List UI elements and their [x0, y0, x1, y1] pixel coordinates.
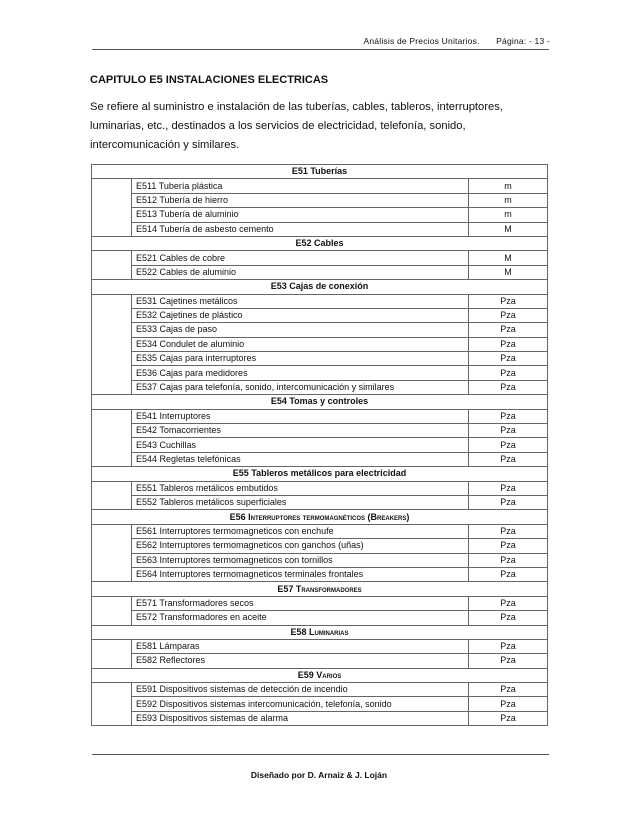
item-description: E512 Tubería de hierro	[132, 193, 469, 207]
indent-cell	[92, 352, 132, 366]
item-unit: Pza	[469, 337, 548, 351]
table-row	[92, 481, 548, 495]
intro-line: luminarias, etc., destinados a los servicios de electricidad, telefonía, sonido,	[90, 120, 466, 132]
item-description: E521 Cables de cobre	[132, 251, 469, 265]
item-description: E541 Interruptores	[132, 409, 469, 423]
item-unit: Pza	[469, 452, 548, 466]
section-title: E52 Cables	[92, 236, 548, 250]
indent-cell	[92, 683, 132, 697]
section-header-row	[92, 582, 548, 596]
item-description: E571 Transformadores secos	[132, 596, 469, 610]
table-row	[92, 654, 548, 668]
indent-cell	[92, 323, 132, 337]
item-unit: Pza	[469, 366, 548, 380]
indent-cell	[92, 409, 132, 423]
indent-cell	[92, 567, 132, 581]
section-title: E59 Varios	[92, 668, 548, 682]
item-unit: Pza	[469, 596, 548, 610]
table-row	[92, 539, 548, 553]
item-unit: M	[469, 222, 548, 236]
item-description: E593 Dispositivos sistemas de alarma	[132, 711, 469, 725]
section-header-row	[92, 625, 548, 639]
table-row	[92, 524, 548, 538]
item-description: E513 Tubería de aluminio	[132, 208, 469, 222]
item-description: E531 Cajetines metálicos	[132, 294, 469, 308]
item-unit: Pza	[469, 409, 548, 423]
item-description: E581 Lámparas	[132, 639, 469, 653]
item-unit: Pza	[469, 567, 548, 581]
item-description: E543 Cuchillas	[132, 438, 469, 452]
item-unit: m	[469, 208, 548, 222]
indent-cell	[92, 596, 132, 610]
table-row	[92, 323, 548, 337]
item-unit: Pza	[469, 697, 548, 711]
indent-cell	[92, 337, 132, 351]
item-unit: Pza	[469, 539, 548, 553]
item-unit: Pza	[469, 524, 548, 538]
item-description: E522 Cables de aluminio	[132, 265, 469, 279]
table-row	[92, 208, 548, 222]
table-row	[92, 337, 548, 351]
indent-cell	[92, 366, 132, 380]
table-row	[92, 352, 548, 366]
indent-cell	[92, 639, 132, 653]
item-description: E563 Interruptores termomagneticos con tornillos	[132, 553, 469, 567]
item-description: E561 Interruptores termomagneticos con enchufe	[132, 524, 469, 538]
table-row	[92, 596, 548, 610]
item-unit: Pza	[469, 683, 548, 697]
table-row	[92, 308, 548, 322]
indent-cell	[92, 294, 132, 308]
item-description: E514 Tubería de asbesto cemento	[132, 222, 469, 236]
indent-cell	[92, 424, 132, 438]
table-row	[92, 452, 548, 466]
item-unit: Pza	[469, 352, 548, 366]
section-title: E53 Cajas de conexión	[92, 280, 548, 294]
section-header-row	[92, 510, 548, 524]
indent-cell	[92, 495, 132, 509]
indent-cell	[92, 611, 132, 625]
table-row	[92, 567, 548, 581]
item-unit: Pza	[469, 481, 548, 495]
indent-cell	[92, 654, 132, 668]
table-row	[92, 611, 548, 625]
table-row	[92, 553, 548, 567]
table-row	[92, 251, 548, 265]
section-header-row	[92, 395, 548, 409]
item-description: E544 Regletas telefónicas	[132, 452, 469, 466]
item-unit: Pza	[469, 495, 548, 509]
item-unit: Pza	[469, 380, 548, 394]
indent-cell	[92, 524, 132, 538]
intro-line: intercomunicación y similares.	[90, 139, 240, 151]
section-title: E55 Tableros metálicos para electricidad	[92, 467, 548, 481]
items-table	[91, 164, 548, 726]
section-header-row	[92, 668, 548, 682]
indent-cell	[92, 553, 132, 567]
page-header	[350, 36, 550, 46]
table-row	[92, 380, 548, 394]
item-unit: Pza	[469, 611, 548, 625]
footer-divider	[92, 754, 549, 755]
item-description: E511 Tubería plástica	[132, 179, 469, 193]
item-unit: Pza	[469, 553, 548, 567]
item-unit: Pza	[469, 438, 548, 452]
indent-cell	[92, 265, 132, 279]
item-description: E532 Cajetines de plástico	[132, 308, 469, 322]
intro-paragraph	[90, 98, 548, 155]
item-unit: Pza	[469, 308, 548, 322]
table-row	[92, 179, 548, 193]
table-row	[92, 697, 548, 711]
table-row	[92, 495, 548, 509]
indent-cell	[92, 539, 132, 553]
intro-line: Se refiere al suministro e instalación de las tuberías, cables, tableros, interruptores,	[90, 101, 503, 113]
indent-cell	[92, 438, 132, 452]
item-description: E592 Dispositivos sistemas intercomunicación, telefonía, sonido	[132, 697, 469, 711]
item-unit: Pza	[469, 424, 548, 438]
indent-cell	[92, 711, 132, 725]
item-description: E552 Tableros metálicos superficiales	[132, 495, 469, 509]
item-unit: Pza	[469, 639, 548, 653]
item-unit: Pza	[469, 323, 548, 337]
indent-cell	[92, 222, 132, 236]
item-description: E533 Cajas de paso	[132, 323, 469, 337]
item-description: E591 Dispositivos sistemas de detección de incendio	[132, 683, 469, 697]
item-description: E542 Tomacorrientes	[132, 424, 469, 438]
item-unit: Pza	[469, 711, 548, 725]
item-description: E551 Tableros metálicos embutidos	[132, 481, 469, 495]
table-row	[92, 409, 548, 423]
chapter-title: CAPITULO E5 INSTALACIONES ELECTRICAS	[90, 74, 329, 86]
table-row	[92, 424, 548, 438]
table-row	[92, 265, 548, 279]
section-title: E51 Tuberías	[92, 165, 548, 179]
section-header-row	[92, 280, 548, 294]
header-divider	[92, 49, 549, 50]
item-description: E535 Cajas para interruptores	[132, 352, 469, 366]
section-title: E56 Interruptores termomagnéticos (Breakers)	[92, 510, 548, 524]
page-number: Página: - 13 -	[496, 36, 550, 46]
item-unit: Pza	[469, 654, 548, 668]
indent-cell	[92, 481, 132, 495]
indent-cell	[92, 251, 132, 265]
section-title: E57 Transformadores	[92, 582, 548, 596]
section-title: E54 Tomas y controles	[92, 395, 548, 409]
item-description: E564 Interruptores termomagneticos terminales frontales	[132, 567, 469, 581]
item-unit: M	[469, 251, 548, 265]
document-title: Análisis de Precios Unitarios.	[363, 36, 480, 46]
item-description: E537 Cajas para telefonía, sonido, intercomunicación y similares	[132, 380, 469, 394]
indent-cell	[92, 208, 132, 222]
section-header-row	[92, 467, 548, 481]
item-description: E572 Transformadores en aceite	[132, 611, 469, 625]
indent-cell	[92, 452, 132, 466]
indent-cell	[92, 179, 132, 193]
indent-cell	[92, 380, 132, 394]
item-description: E534 Condulet de aluminio	[132, 337, 469, 351]
item-description: E562 Interruptores termomagneticos con ganchos (uñas)	[132, 539, 469, 553]
item-unit: m	[469, 179, 548, 193]
item-unit: m	[469, 193, 548, 207]
table-row	[92, 222, 548, 236]
page-footer: Diseñado por D. Arnaiz & J. Loján	[250, 770, 388, 780]
table-row	[92, 294, 548, 308]
section-title: E58 Luminarias	[92, 625, 548, 639]
table-row	[92, 711, 548, 725]
item-unit: Pza	[469, 294, 548, 308]
table-row	[92, 683, 548, 697]
table-row	[92, 193, 548, 207]
indent-cell	[92, 308, 132, 322]
table-row	[92, 438, 548, 452]
table-row	[92, 639, 548, 653]
item-description: E536 Cajas para medidores	[132, 366, 469, 380]
table-row	[92, 366, 548, 380]
indent-cell	[92, 193, 132, 207]
section-header-row	[92, 236, 548, 250]
item-description: E582 Reflectores	[132, 654, 469, 668]
indent-cell	[92, 697, 132, 711]
item-unit: M	[469, 265, 548, 279]
section-header-row	[92, 165, 548, 179]
